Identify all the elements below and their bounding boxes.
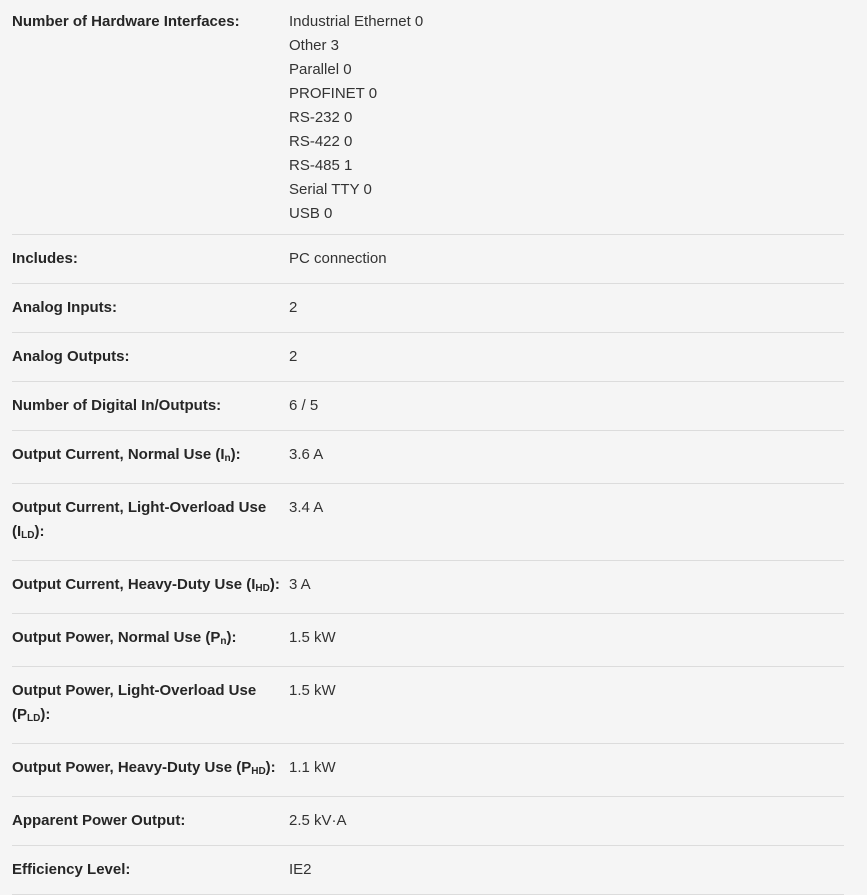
spec-row-analog-outputs [12,333,844,382]
spec-label [12,573,289,601]
spec-row-power-heavy [12,744,844,797]
label-text: Output Power, Heavy-Duty Use (P [12,759,252,776]
spec-label: Analog Outputs: [12,348,130,365]
spec-value: 1.5 kW [289,682,336,699]
spec-label: Efficiency Level: [12,861,131,878]
spec-row-efficiency [12,846,844,895]
spec-label [12,496,289,548]
interface-item: Parallel 0 [289,61,352,78]
label-text: Output Power, Light-Overload Use (P [12,682,257,723]
spec-row-includes [12,235,844,284]
spec-value: 1.1 kW [289,759,336,776]
label-text: ): [226,629,237,646]
spec-row-current-normal [12,431,844,484]
interface-item: RS-232 0 [289,109,353,126]
spec-value: 2 [289,348,298,365]
spec-value: 2 [289,299,298,316]
label-text: ): [34,523,45,540]
spec-label [12,679,289,731]
label-subscript: HD [251,766,266,777]
interface-item: PROFINET 0 [289,85,378,102]
interface-item: USB 0 [289,205,333,222]
spec-row-power-normal [12,614,844,667]
label-subscript: n [224,453,231,464]
spec-row-current-light [12,484,844,561]
spec-value: 3.4 A [289,499,324,516]
spec-label [12,756,289,784]
spec-row-digital-io [12,382,844,431]
spec-row-hardware-interfaces [12,6,844,235]
spec-value: 2.5 kV·A [289,812,347,829]
label-text: ): [269,576,280,593]
label-text: Output Current, Normal Use (I [12,446,225,463]
interface-item: Other 3 [289,37,340,54]
label-subscript: LD [27,713,41,724]
spec-label [12,443,289,471]
spec-row-analog-inputs [12,284,844,333]
label-text: Output Current, Heavy-Duty Use (I [12,576,256,593]
interface-item: RS-485 1 [289,157,353,174]
label-text: Output Current, Light-Overload Use (I [12,499,267,540]
label-subscript: n [220,636,227,647]
spec-value: IE2 [289,861,312,878]
spec-row-apparent-power [12,797,844,846]
interface-item: Industrial Ethernet 0 [289,13,424,30]
label-subscript: LD [21,530,35,541]
spec-value: 1.5 kW [289,629,336,646]
spec-value: 6 / 5 [289,397,319,414]
spec-value: PC connection [289,250,387,267]
spec-label: Number of Hardware Interfaces: [12,13,240,30]
spec-value-list [289,10,423,226]
label-subscript: HD [255,583,270,594]
spec-label: Analog Inputs: [12,299,117,316]
label-text: ): [265,759,276,776]
interface-item: RS-422 0 [289,133,353,150]
interface-item: Serial TTY 0 [289,181,372,198]
spec-label: Includes: [12,250,78,267]
spec-value: 3 A [289,576,311,593]
spec-row-power-light [12,667,844,744]
label-text: Output Power, Normal Use (P [12,629,221,646]
label-text: ): [40,706,51,723]
spec-label: Apparent Power Output: [12,812,186,829]
spec-row-current-heavy [12,561,844,614]
spec-label: Number of Digital In/Outputs: [12,397,222,414]
spec-label [12,626,289,654]
spec-value: 3.6 A [289,446,324,463]
label-text: ): [230,446,241,463]
spec-table [12,6,844,895]
